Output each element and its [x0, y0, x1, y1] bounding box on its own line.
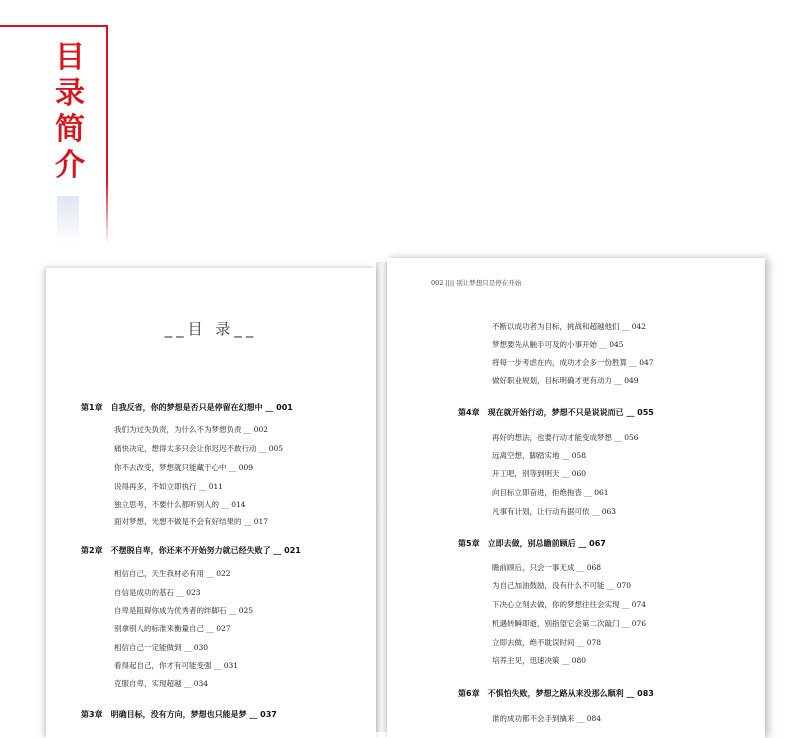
section-entry: 面对梦想，光想不做是不会有好结果的 __ 017 — [114, 517, 269, 526]
section-entry: 机遇转瞬即逝，别指望它会第二次敲门 __ 076 — [492, 619, 647, 628]
section-entry: 别拿别人的标准来衡量自己 __ 027 — [114, 624, 231, 633]
right-page — [387, 258, 765, 738]
chapter-heading — [458, 688, 654, 699]
title-char: 介 — [55, 148, 85, 183]
chapter-number: 第4章 — [458, 408, 480, 417]
chapter-title: 自我反省，你的梦想是否只是停留在幻想中 __ 001 — [110, 403, 293, 412]
chapter-heading — [81, 709, 277, 720]
section-entry: 向目标立即奋进，拒绝拖沓 __ 061 — [492, 488, 609, 497]
section-entry: 看得起自己，你才有可能变强 __ 031 — [114, 661, 239, 670]
section-entry: 自信是成功的基石 __ 023 — [114, 588, 201, 597]
section-entry: 为自己加油鼓励，没有什么不可能 __ 070 — [492, 581, 632, 590]
chapter-number: 第5章 — [458, 539, 480, 548]
section-entry: 谁的成功都不会手到擒来 __ 084 — [492, 714, 602, 723]
section-entry: 远离空想，脚踏实地 __ 058 — [492, 451, 587, 460]
section-entry: 相信自己，天生我材必有用 __ 022 — [114, 569, 231, 578]
title-char: 目 — [55, 40, 85, 75]
section-entry: 梦想要先从触手可及的小事开始 __ 045 — [492, 340, 624, 349]
section-entry: 独立思考，不要什么都听别人的 __ 014 — [114, 500, 246, 509]
chapter-title: 不摆脱自卑，你还来不开始努力就已经失败了 __ 021 — [110, 546, 301, 555]
chapter-title: 立即去做，别总瞻前顾后 __ 067 — [487, 539, 606, 548]
chapter-title: 不惧怕失败，梦想之路从来没那么顺利 __ 083 — [487, 689, 654, 698]
section-entry: 说得再多，不如立即执行 __ 011 — [114, 482, 224, 491]
title-char: 录 — [55, 76, 85, 111]
header-fade-bar — [57, 196, 79, 244]
section-entry: 你不去改变，梦想就只能藏于心中 __ 009 — [114, 463, 254, 472]
chapter-heading — [458, 538, 606, 549]
chapter-number: 第3章 — [81, 710, 103, 719]
toc-title: __目 录__ — [164, 320, 258, 338]
section-entry: 克服自卑，实现超越 __ 034 — [114, 679, 209, 688]
chapter-number: 第1章 — [81, 403, 103, 412]
section-entry: 将每一步考虑在内，成功才会多一份胜算 __ 047 — [492, 358, 654, 367]
section-entry: 瞻前顾后，只会一事无成 __ 068 — [492, 563, 602, 572]
section-entry: 培养主见，迅速决策 __ 080 — [492, 656, 587, 665]
chapter-heading — [458, 407, 654, 418]
section-entry: 自卑是阻碍你成为优秀者的绊脚石 __ 025 — [114, 606, 254, 615]
header-rule-right — [106, 25, 108, 245]
book-spine — [376, 262, 387, 732]
section-title-vertical — [50, 40, 90, 184]
chapter-heading — [81, 545, 301, 556]
section-entry: 我们为过失负责，为什么不为梦想负责 __ 002 — [114, 425, 269, 434]
chapter-heading — [81, 402, 293, 413]
title-char: 简 — [55, 112, 85, 147]
left-page — [46, 268, 376, 738]
chapter-number: 第6章 — [458, 689, 480, 698]
section-entry: 立即去做，绝不耽误时间 __ 078 — [492, 638, 602, 647]
chapter-number: 第2章 — [81, 546, 103, 555]
section-entry: 再好的想法，也要行动才能变成梦想 __ 056 — [492, 433, 639, 442]
section-entry: 不断以成功者为目标，挑战和超越他们 __ 042 — [492, 322, 647, 331]
section-entry: 做好职业规划，目标明确才更有动力 __ 049 — [492, 376, 639, 385]
chapter-title: 现在就开始行动，梦想不只是说说而已 __ 055 — [487, 408, 654, 417]
section-entry: 开工吧，别等到明天 __ 060 — [492, 469, 587, 478]
chapter-title: 明确目标，没有方向，梦想也只能是梦 __ 037 — [110, 710, 277, 719]
section-entry: 相信自己一定能做到 __ 030 — [114, 643, 209, 652]
header-rule-top — [0, 25, 106, 27]
section-entry: 下决心立刻去做，你的梦想往往会实现 __ 074 — [492, 600, 647, 609]
section-entry: 凡事有计划，让行动有据可依 __ 063 — [492, 507, 617, 516]
section-entry: 痛快决定，想得太多只会让你迟迟不敢行动 __ 005 — [114, 444, 284, 453]
running-head: 002 |||| 别让梦想只是停在开始 — [431, 279, 522, 287]
